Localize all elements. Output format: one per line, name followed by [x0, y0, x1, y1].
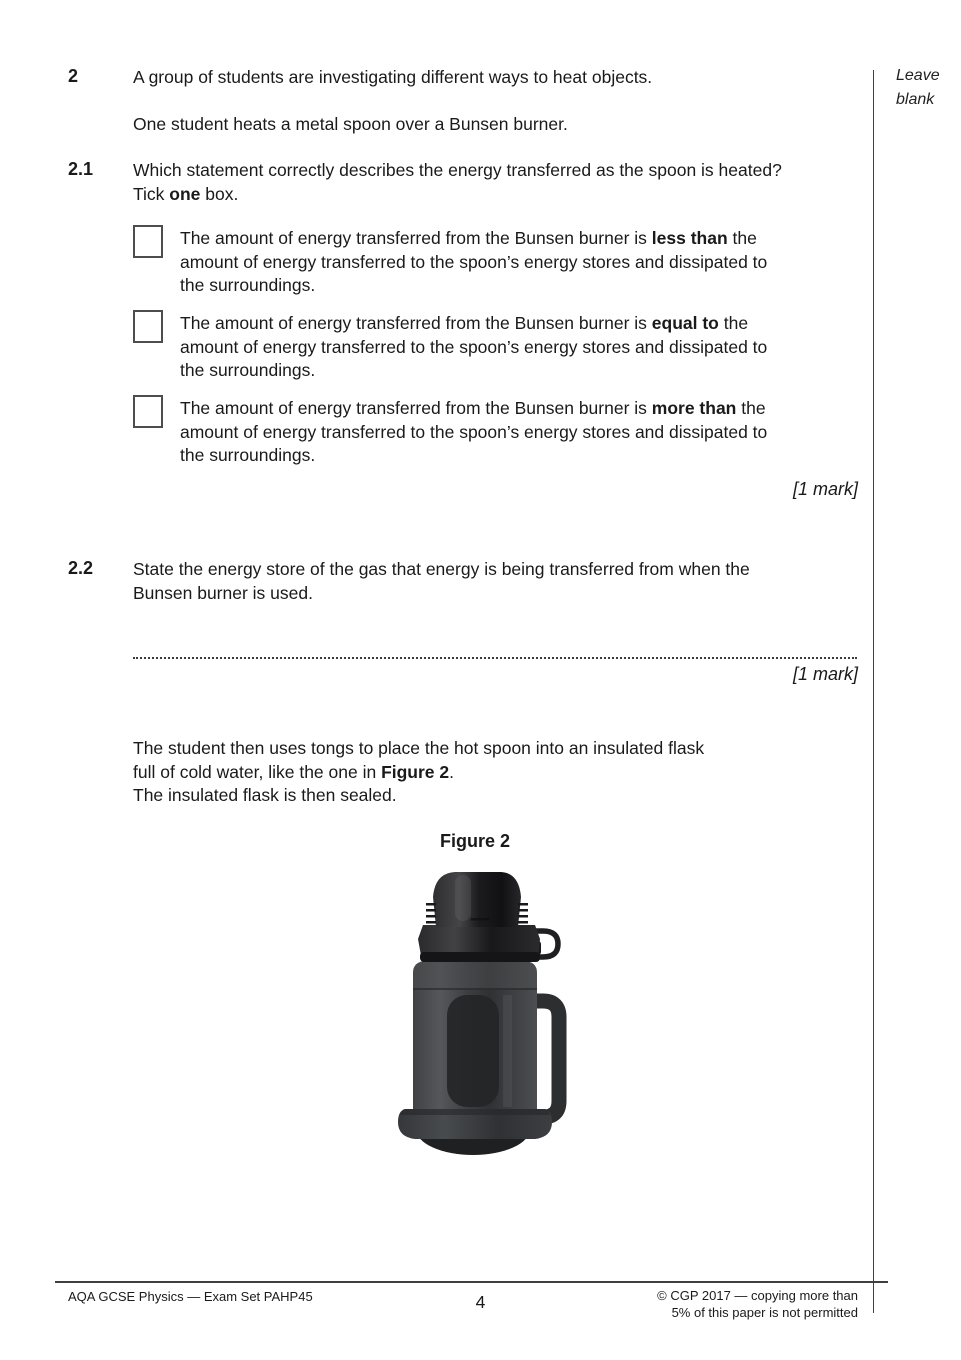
option-2-line-3: the surroundings. [180, 360, 316, 380]
insulated-flask-image [397, 871, 569, 1163]
figure-intro-line-2-pre: full of cold water, like the one in [133, 761, 382, 782]
question-2-2-prompt [133, 558, 750, 605]
option-3-line-1-pre: The amount of energy transferred from the Bunsen burner is [180, 398, 652, 418]
leave-blank-label [896, 64, 940, 112]
answer-line[interactable] [133, 643, 857, 659]
option-3-checkbox[interactable] [133, 395, 163, 428]
question-2-1-prompt-line-2 [133, 183, 782, 207]
q21-marks-label: [1 mark] [792, 479, 858, 499]
figure-intro-line-3: The insulated flask is then sealed. [133, 785, 397, 805]
leave-blank-line-1: Leave [896, 67, 940, 84]
leave-blank-line-2: blank [896, 91, 935, 108]
figure-intro-text [133, 737, 704, 808]
option-3-keyword: more than [651, 398, 737, 418]
option-2-text [180, 312, 767, 383]
footer-copyright-line-2: 5% of this paper is not permitted [671, 1304, 858, 1320]
option-1-line-2: amount of energy transferred to the spoon’s energy stores and dissipated to [180, 251, 768, 272]
option-1-line-1-post: the [727, 228, 757, 248]
option-3-line-2: amount of energy transferred to the spoon’s energy stores and dissipated to [180, 421, 768, 442]
tick-instruction-bold: one [169, 183, 201, 204]
option-3-line-3: the surroundings. [180, 445, 316, 465]
figure-caption: Figure 2 [439, 831, 510, 851]
page-number: 4 [475, 1292, 486, 1312]
option-3-text [180, 397, 767, 468]
option-2-keyword: equal to [651, 313, 719, 333]
option-3-line-1-post: the [736, 398, 766, 418]
figure-intro-line-1: The student then uses tongs to place the hot spoon into an insulated flask [133, 738, 705, 758]
question-2-intro-2: One student heats a metal spoon over a Bunsen burner. [133, 114, 568, 134]
option-1-checkbox[interactable] [133, 225, 163, 258]
footer-rule [55, 1281, 888, 1283]
question-2-1-number: 2.1 [68, 159, 94, 179]
footer-copyright-line-1: © CGP 2017 — copying more than [657, 1288, 858, 1303]
option-2-checkbox[interactable] [133, 310, 163, 343]
footer-copyright [560, 1288, 858, 1321]
figure-reference-bold: Figure 2 [381, 761, 450, 782]
option-3-line-1 [180, 397, 767, 421]
figure-intro-line-2-post: . [449, 761, 455, 782]
question-2-2-prompt-line-1: State the energy store of the gas that energy is being transferred from when the [133, 559, 750, 579]
option-1-text [180, 227, 767, 298]
question-2-2-number: 2.2 [68, 558, 94, 578]
option-1-line-1 [180, 227, 767, 251]
option-2-line-2: amount of energy transferred to the spoon’s energy stores and dissipated to [180, 336, 768, 357]
tick-instruction-post: box. [200, 183, 239, 204]
option-2-line-1-post: the [718, 313, 749, 333]
q22-marks-label: [1 mark] [792, 664, 858, 684]
question-2-intro-1: A group of students are investigating different ways to heat objects. [133, 67, 653, 87]
question-2-1-prompt [133, 159, 782, 206]
question-2-2-prompt-line-2: Bunsen burner is used. [133, 582, 313, 603]
margin-rule [873, 70, 874, 1313]
option-1-line-1-pre: The amount of energy transferred from the Bunsen burner is [180, 228, 652, 248]
option-2-line-1 [180, 312, 767, 336]
question-2-number: 2 [68, 66, 79, 86]
footer-exam-set-label: AQA GCSE Physics — Exam Set PAHP45 [68, 1289, 313, 1304]
figure-intro-line-2 [133, 761, 704, 785]
tick-instruction-pre: Tick [133, 183, 170, 204]
option-1-line-3: the surroundings. [180, 275, 316, 295]
option-1-keyword: less than [651, 228, 728, 248]
option-2-line-1-pre: The amount of energy transferred from the Bunsen burner is [180, 313, 652, 333]
question-2-1-prompt-line-1: Which statement correctly describes the energy transferred as the spoon is heated? [133, 160, 782, 180]
